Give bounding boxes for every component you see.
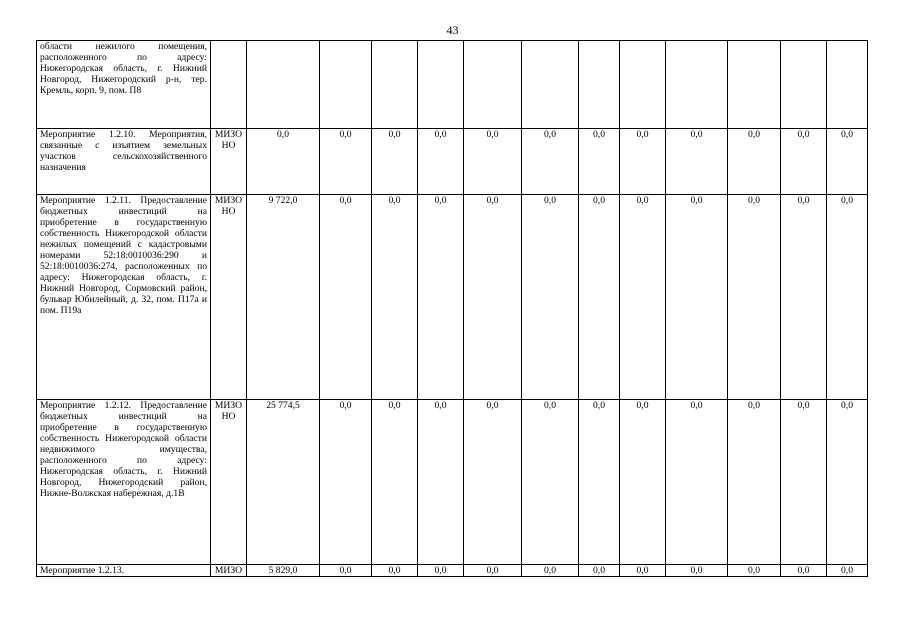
activity-description-cell: Мероприятие 1.2.11. Предоставление бюджетных инвестиций на приобретение в государственную собственность Нижегородской области нежилых помещений с кадастровыми номерами 52:18:0010036:290 и 52:18:0010036:274, расположенных по адресу: Нижегородская область, г. Нижний Новгород, Сормовский район, бульвар Юбилейный, д. 32, пом. П17а и пом. П19а <box>37 195 211 400</box>
funding-value-cell: 0,0 <box>372 565 418 577</box>
funding-value-cell <box>781 41 827 129</box>
funding-value-cell: 0,0 <box>464 195 522 400</box>
funding-value-cell: 0,0 <box>579 129 620 195</box>
funding-value-cell <box>620 41 666 129</box>
funding-value-cell: 0,0 <box>666 195 728 400</box>
funding-value-cell: 0,0 <box>579 195 620 400</box>
table-body <box>37 41 868 577</box>
funding-value-cell: 0,0 <box>372 400 418 565</box>
funding-value-cell: 0,0 <box>464 565 522 577</box>
table-row <box>37 41 868 129</box>
activity-description-cell: Мероприятие 1.2.10. Мероприятия, связанные с изъятием земельных участков сельскохозяйственного назначения <box>37 129 211 195</box>
funding-value-cell: 0,0 <box>620 129 666 195</box>
funding-value-cell: 0,0 <box>728 565 781 577</box>
funding-value-cell: 0,0 <box>464 400 522 565</box>
table-row <box>37 129 868 195</box>
funding-value-cell: 5 829,0 <box>247 565 320 577</box>
funding-value-cell: 0,0 <box>247 129 320 195</box>
funding-value-cell: 0,0 <box>579 565 620 577</box>
funding-value-cell: 0,0 <box>781 129 827 195</box>
funding-value-cell <box>464 41 522 129</box>
funding-value-cell: 0,0 <box>728 129 781 195</box>
funding-value-cell <box>372 41 418 129</box>
funding-value-cell: 0,0 <box>522 565 579 577</box>
table-row <box>37 195 868 400</box>
funding-value-cell <box>579 41 620 129</box>
funding-value-cell: 0,0 <box>418 195 464 400</box>
funding-value-cell: 0,0 <box>522 400 579 565</box>
funding-value-cell: 0,0 <box>372 195 418 400</box>
table-row <box>37 565 868 577</box>
funding-value-cell: 0,0 <box>464 129 522 195</box>
executor-cell: МИЗО НО <box>211 195 247 400</box>
funding-value-cell <box>418 41 464 129</box>
funding-value-cell: 9 722,0 <box>247 195 320 400</box>
funding-value-cell <box>827 41 868 129</box>
activity-description-cell: области нежилого помещения, расположенного по адресу: Нижегородская область, г. Нижний Новгород, Нижегородский р-н, тер. Кремль, корп. 9, пом. П8 <box>37 41 211 129</box>
funding-value-cell: 0,0 <box>666 565 728 577</box>
funding-value-cell: 0,0 <box>620 195 666 400</box>
funding-value-cell: 0,0 <box>418 565 464 577</box>
funding-value-cell: 0,0 <box>827 129 868 195</box>
funding-value-cell: 0,0 <box>728 195 781 400</box>
funding-value-cell: 0,0 <box>418 129 464 195</box>
funding-value-cell <box>666 41 728 129</box>
funding-value-cell: 0,0 <box>320 565 372 577</box>
executor-cell: МИЗО НО <box>211 129 247 195</box>
activity-description-cell: Мероприятие 1.2.12. Предоставление бюджетных инвестиций на приобретение в государственную собственность Нижегородской области недвижимого имущества, расположенного по адресу: Нижегородская область, г. Нижний Новгород, Нижегородский район, Нижне-Волжская набережная, д.1В <box>37 400 211 565</box>
funding-value-cell <box>247 41 320 129</box>
funding-value-cell: 0,0 <box>418 400 464 565</box>
funding-value-cell: 0,0 <box>372 129 418 195</box>
funding-value-cell: 0,0 <box>522 195 579 400</box>
funding-value-cell: 0,0 <box>827 195 868 400</box>
table-row <box>37 400 868 565</box>
funding-value-cell: 0,0 <box>781 400 827 565</box>
funding-value-cell: 25 774,5 <box>247 400 320 565</box>
funding-value-cell: 0,0 <box>781 195 827 400</box>
activity-description-cell: Мероприятие 1.2.13. <box>37 565 211 577</box>
executor-cell: МИЗО НО <box>211 400 247 565</box>
funding-value-cell <box>728 41 781 129</box>
funding-value-cell: 0,0 <box>620 565 666 577</box>
funding-value-cell: 0,0 <box>827 400 868 565</box>
funding-value-cell: 0,0 <box>522 129 579 195</box>
budget-table <box>36 40 868 577</box>
funding-value-cell: 0,0 <box>320 129 372 195</box>
funding-value-cell <box>522 41 579 129</box>
funding-value-cell: 0,0 <box>728 400 781 565</box>
funding-value-cell: 0,0 <box>579 400 620 565</box>
funding-value-cell: 0,0 <box>827 565 868 577</box>
funding-value-cell: 0,0 <box>320 400 372 565</box>
funding-value-cell: 0,0 <box>620 400 666 565</box>
funding-value-cell <box>320 41 372 129</box>
page-number: 43 <box>446 23 459 37</box>
funding-value-cell: 0,0 <box>666 400 728 565</box>
funding-value-cell: 0,0 <box>666 129 728 195</box>
executor-cell: МИЗО <box>211 565 247 577</box>
executor-cell <box>211 41 247 129</box>
funding-value-cell: 0,0 <box>781 565 827 577</box>
funding-value-cell: 0,0 <box>320 195 372 400</box>
